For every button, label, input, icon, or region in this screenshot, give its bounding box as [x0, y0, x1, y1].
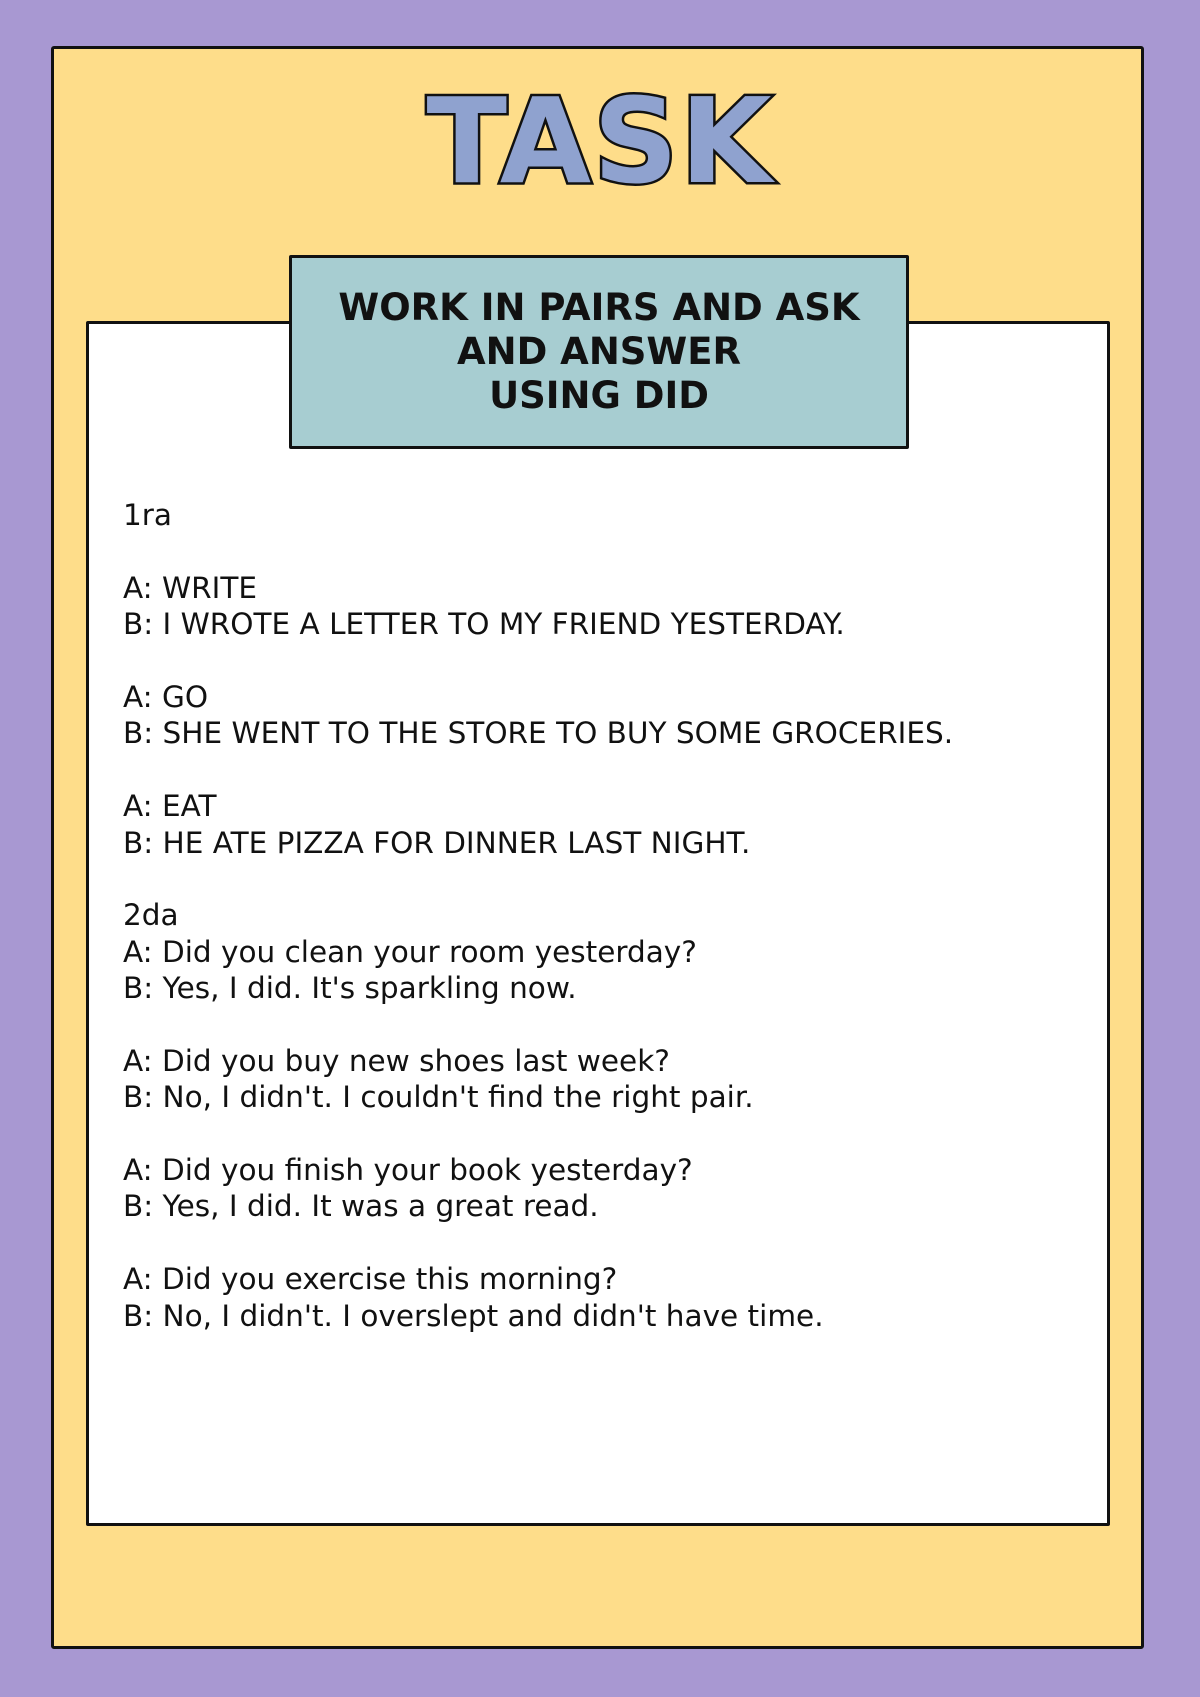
- spacer: [123, 752, 953, 788]
- dialogue-line-a: A: WRITE: [123, 570, 258, 605]
- instruction-text: [338, 286, 859, 418]
- dialogue-line-a: A: Did you buy new shoes last week?: [123, 1043, 670, 1078]
- dialogue-body: [123, 497, 953, 1334]
- dialogue-line-b: B: Yes, I did. It's sparkling now.: [123, 971, 577, 1006]
- dialogue-line-b: B: SHE WENT TO THE STORE TO BUY SOME GROCERIES.: [123, 716, 954, 751]
- instruction-line: USING DID: [489, 374, 709, 417]
- dialogue-line-b: B: No, I didn't. I overslept and didn't have time.: [123, 1298, 824, 1333]
- page-title: TASK: [426, 72, 774, 210]
- dialogue-line-b: B: No, I didn't. I couldn't find the right pair.: [123, 1080, 754, 1115]
- spacer: [123, 861, 953, 897]
- spacer: [123, 1116, 953, 1152]
- instruction-banner: [289, 255, 909, 449]
- dialogue-line-a: A: Did you exercise this morning?: [123, 1262, 618, 1297]
- dialogue-line-a: A: Did you finish your book yesterday?: [123, 1153, 693, 1188]
- instruction-line: WORK IN PAIRS AND ASK: [338, 286, 860, 329]
- spacer: [123, 1006, 953, 1042]
- section-heading: 1ra: [123, 498, 172, 532]
- instruction-line: AND ANSWER: [456, 330, 742, 373]
- spacer: [123, 1225, 953, 1261]
- section-heading: 2da: [123, 898, 179, 933]
- spacer: [123, 643, 953, 679]
- dialogue-line-a: A: GO: [123, 679, 209, 714]
- dialogue-line-a: A: EAT: [123, 789, 217, 824]
- dialogue-line-b: B: HE ATE PIZZA FOR DINNER LAST NIGHT.: [123, 825, 751, 860]
- dialogue-line-b: B: I WROTE A LETTER TO MY FRIEND YESTERDAY.: [123, 607, 845, 642]
- dialogue-line-b: B: Yes, I did. It was a great read.: [123, 1189, 599, 1224]
- dialogue-line-a: A: Did you clean your room yesterday?: [123, 934, 697, 969]
- spacer: [123, 533, 953, 569]
